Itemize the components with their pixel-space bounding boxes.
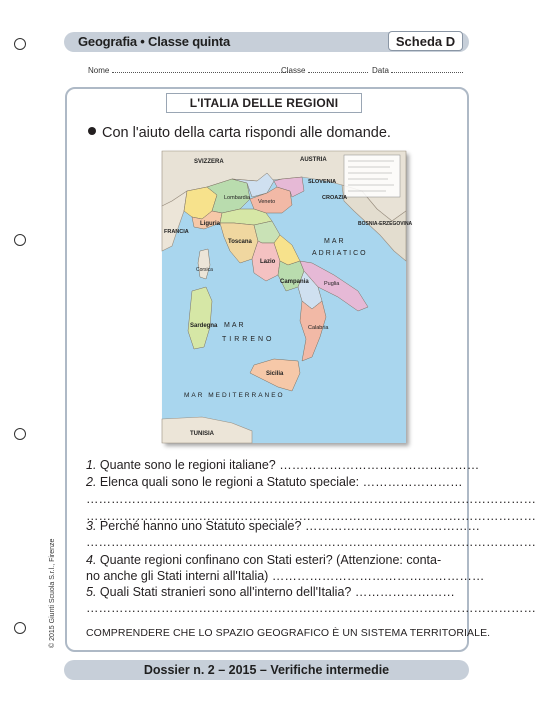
nome-blank [112,66,290,73]
label-veneto: Veneto [258,199,276,205]
data-blank [391,66,463,73]
question-text: Quali Stati stranieri sono all'interno dell'Italia? [99,585,352,599]
label-puglia: Puglia [324,281,340,287]
question-3[interactable] [86,519,480,533]
label-mediterraneo: MAR MEDITERRANEO [184,392,285,399]
label-campania: Campania [280,279,309,285]
label-liguria: Liguria [200,221,221,227]
label-calabria: Calabria [308,325,329,331]
footer-text: Dossier n. 2 – 2015 – Verifiche intermedie [143,663,390,677]
nome-field[interactable] [88,66,290,75]
question-1[interactable] [86,458,479,472]
label-francia: FRANCIA [164,229,189,235]
answer-blank: …………………… [354,585,455,599]
label-toscana: Toscana [228,239,252,245]
question-4[interactable] [86,553,441,567]
answer-blank: ……………………………………………………………………………………………… [86,492,536,506]
question-text: Elenca quali sono le regioni a Statuto speciale: [99,475,360,489]
answer-blank: …………………… [362,475,463,489]
instruction [88,125,391,141]
punch-hole [14,38,26,50]
nome-label: Nome [88,66,110,75]
punch-hole [14,428,26,440]
worksheet-title: L'ITALIA DELLE REGIONI [166,93,362,113]
question-text: Quante sono le regioni italiane? [99,458,276,472]
question-number: 5. [86,585,97,599]
scheda-label: Scheda D [388,31,463,51]
answer-blank: ……………………………………………………………………………………………… [86,601,536,615]
label-tirreno: TIRRENO [222,336,275,343]
map-legend [344,155,400,197]
question-text: Quante regioni confinano con Stati esteri? (Attenzione: conta- [99,553,442,567]
learning-objective: COMPRENDERE CHE LO SPAZIO GEOGRAFICO È UN SISTEMA TERRITORIALE. [86,627,491,639]
answer-blank: …………………………………………… [271,569,485,583]
label-lazio: Lazio [260,259,276,265]
classe-field[interactable] [281,66,368,75]
answer-blank: ……………………………………………………………………………………………… [86,535,536,549]
data-field[interactable] [372,66,463,75]
data-label: Data [372,66,389,75]
classe-blank [308,66,368,73]
italy-map [162,151,413,443]
label-sardegna: Sardegna [190,323,218,329]
question-number: 1. [86,458,97,472]
header-title: Geografia • Classe quinta [78,34,230,49]
label-adriatico: ADRIATICO [312,250,368,257]
answer-line[interactable] [86,601,536,615]
label-corsica: Corsica [196,267,213,273]
bullet-icon [88,127,96,135]
label-croazia: CROAZIA [322,195,348,201]
answer-line[interactable] [86,492,536,506]
answer-blank: …………………………………… [304,519,480,533]
label-lombardia: Lombardia [224,195,250,201]
question-5[interactable] [86,585,455,599]
label-svizzera: SVIZZERA [194,159,224,165]
question-2[interactable] [86,475,463,489]
punch-hole [14,234,26,246]
answer-blank: ……………………………………………………………………………………………… [86,509,536,523]
copyright: © 2015 Giunti Scuola S.r.l., Firenze [49,538,56,648]
answer-line[interactable] [86,535,536,549]
question-number: 4. [86,553,97,567]
question-number: 3. [86,519,97,533]
label-mar-adriatico: MAR [324,238,346,245]
label-bosnia: BOSNIA-ERZEGOVINA [358,221,413,227]
question-text: no anche gli Stati interni all'Italia) [86,569,269,583]
punch-hole [14,622,26,634]
classe-label: Classe [281,66,306,75]
label-austria: AUSTRIA [300,157,327,163]
question-text: Perché hanno uno Statuto speciale? [99,519,302,533]
label-tunisia: TUNISIA [190,431,214,437]
question-4-cont[interactable] [86,569,484,583]
label-sicilia: Sicilia [266,371,284,377]
label-slovenia: SLOVENIA [308,179,337,185]
label-mar-tirreno: MAR [224,322,246,329]
question-number: 2. [86,475,97,489]
instruction-text: Con l'aiuto della carta rispondi alle domande. [102,125,391,141]
answer-blank: ………………………………………… [279,458,480,472]
